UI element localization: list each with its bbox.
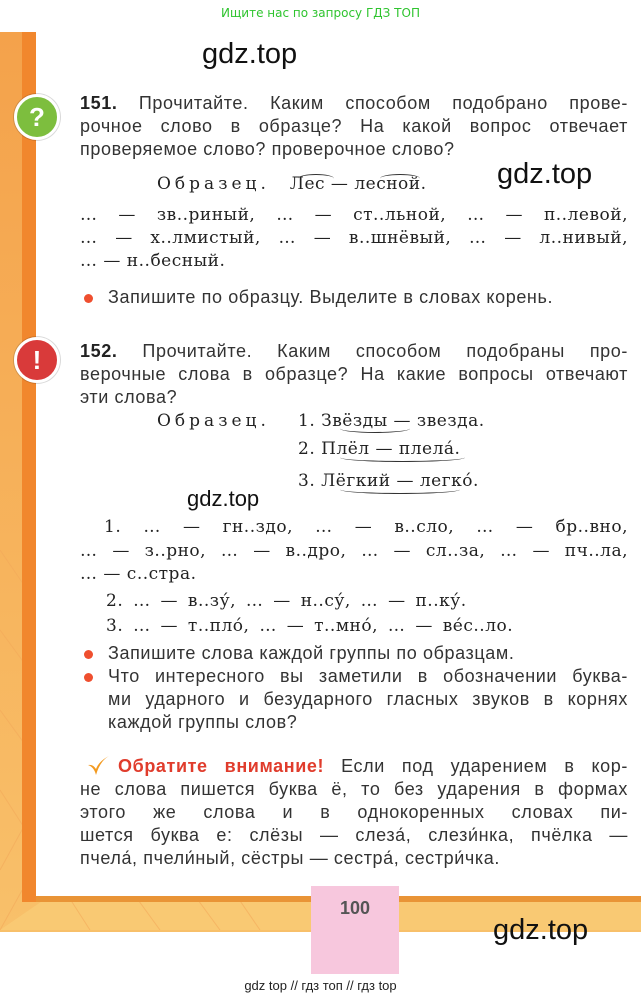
ex152-sample-3: 3. Лёгкий — легко́.	[298, 471, 479, 491]
watermark: gdz.top	[187, 486, 260, 511]
page-number-tab	[311, 886, 399, 974]
watermark: gdz.top	[493, 914, 589, 946]
ex151-words: … — зв..риный, … — ст..льной, … — п..левой, … — х..лмистый, … — в..шнёвый, … — л..нивый, … — н..бесный.	[80, 205, 628, 271]
root-mark	[380, 174, 420, 183]
watermark: gdz.top	[202, 38, 298, 70]
ex152-group-2: 2. … — в..зу́, … — н..су́, … — п..ку́.	[106, 591, 467, 611]
note-block: Обратите внимание! Если под ударением в кор- не слова пишется буква ё, то без ударения в формах этого же слова и в однокоренных словах пи- шется буква е: слёзы — слеза́, слези́нка, пчёлка — пчела́, пчели́ный, сёстры — сестра́, сестри́чка.	[80, 756, 628, 868]
exclamation-icon: !	[14, 337, 60, 383]
root-mark	[340, 485, 460, 494]
ex152-sample-label: Образец.	[157, 411, 270, 431]
root-mark	[340, 424, 410, 433]
ex152-text: 152. Прочитайте. Каким способом подобраны про- верочные слова в образце? На какие вопросы отвечают эти слова?	[80, 341, 628, 407]
root-mark	[298, 174, 334, 183]
footer-links[interactable]: gdz top // гдз топ // гдз top	[244, 978, 397, 993]
root-mark	[340, 453, 465, 462]
watermark: gdz.top	[497, 158, 593, 190]
ex152-sample-1: 1. Звёзды — звезда.	[298, 411, 485, 431]
ex151-text: 151. Прочитайте. Каким способом подобрано прове- рочное слово в образце? На какой вопрос отвечает проверяемое слово? проверочное слово?	[80, 93, 628, 159]
ex151-number: 151.	[80, 93, 118, 113]
ex152-sample-2: 2. Плёл — плела́.	[298, 439, 461, 459]
bullet-icon	[84, 673, 93, 682]
question-icon: ?	[14, 94, 60, 140]
ex151-sample: Образец. Лес — лесной.	[157, 174, 427, 194]
bullet-icon	[84, 294, 93, 303]
note-title: Обратите внимание!	[118, 756, 325, 776]
bullet-icon	[84, 650, 93, 659]
top-banner[interactable]: Ищите нас по запросу ГДЗ ТОП	[221, 6, 420, 20]
page-number: 100	[339, 898, 371, 918]
ex151-task: Запишите по образцу. Выделите в словах корень.	[108, 287, 554, 307]
ex152-group-1-cont: … — з..рно, … — в..дро, … — сл..за, … — пч..ла, … — с..стра.	[80, 541, 628, 584]
ex152-number: 152.	[80, 341, 118, 361]
ex152-task-2: Что интересного вы заметили в обозначении буква- ми ударного и безударного гласных звуков в корнях каждой группы слов?	[108, 666, 628, 732]
ex152-group-1: 1. … — гн..здо, … — в..сло, … — бр..вно,	[104, 517, 628, 537]
ex152-group-3: 3. … — т..пло́, … — т..мно́, … — ве́с..ло.	[106, 616, 514, 636]
ex152-task-1: Запишите слова каждой группы по образцам.	[108, 643, 515, 663]
left-stripe	[22, 32, 36, 902]
